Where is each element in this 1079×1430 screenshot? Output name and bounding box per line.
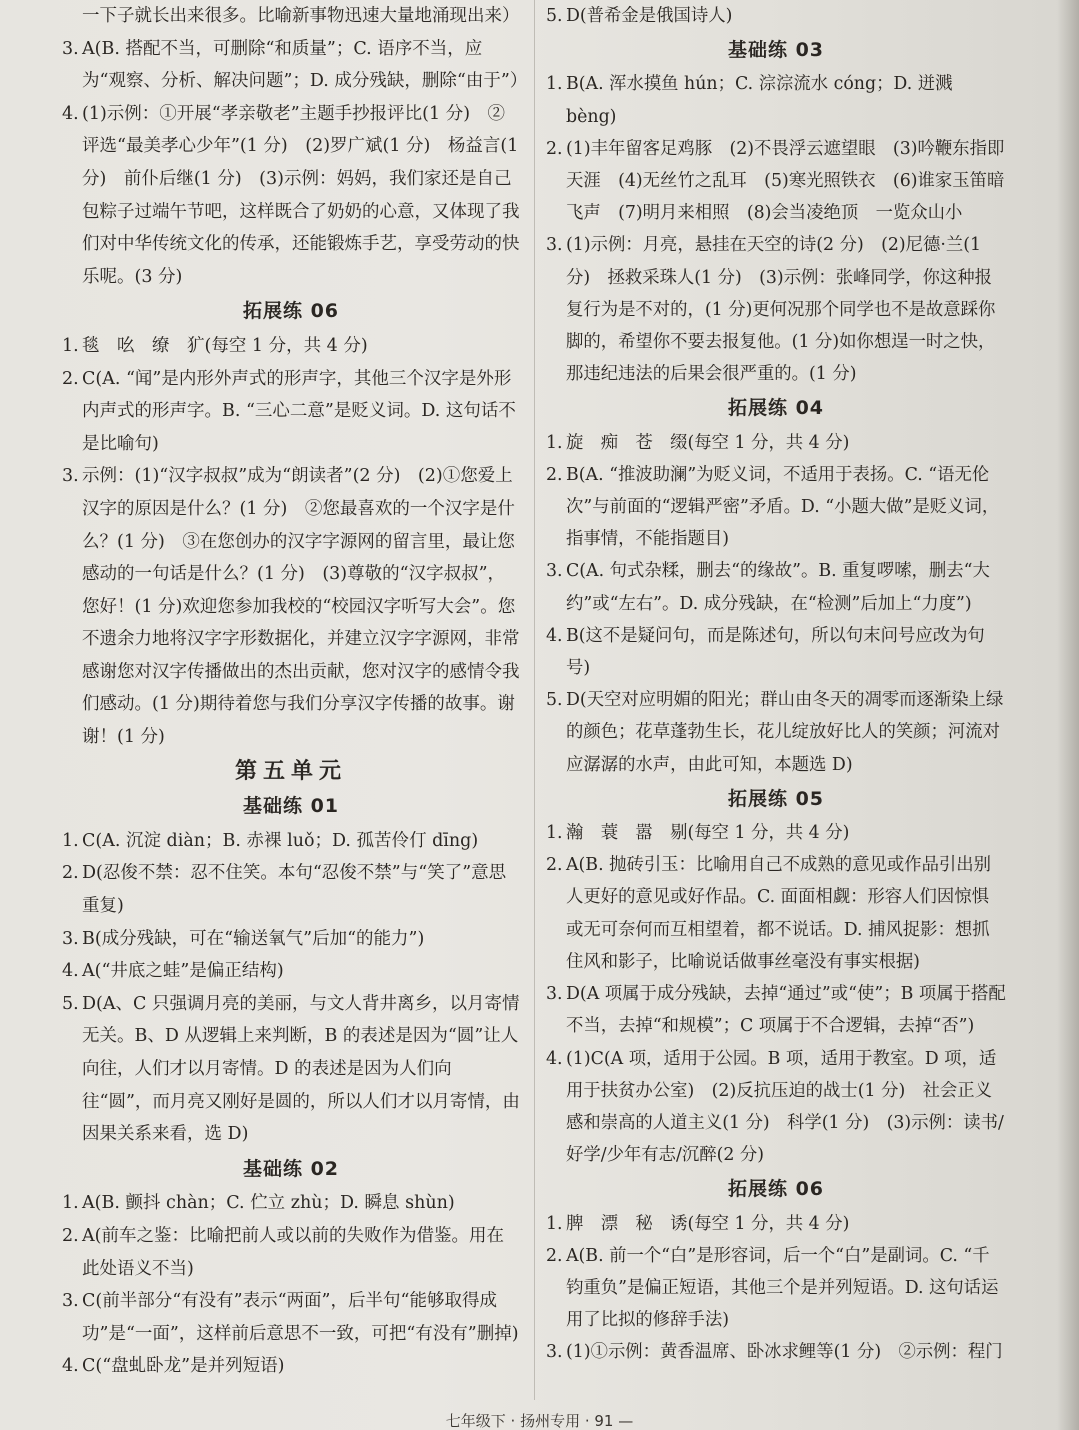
item-number: 3. bbox=[62, 1291, 79, 1312]
item-number: 1. bbox=[546, 1213, 563, 1234]
left-column bbox=[62, 0, 528, 1383]
item-number: 2. bbox=[546, 1245, 563, 1266]
answer-item bbox=[62, 460, 520, 753]
answer-item bbox=[62, 1285, 520, 1350]
section-heading: 基础练 01 bbox=[242, 795, 340, 818]
section-heading: 拓展练 05 bbox=[727, 787, 825, 810]
item-text: D(天空对应明媚的阳光；群山由冬天的凋零而逐渐染上绿的颜色；花草蓬勃生长，花儿绽放好比人的笑颜；河流对应潺潺的水声，由此可知，本题选 D) bbox=[566, 690, 1004, 775]
item-text: (1)示例：①开展“孝亲敬老”主题手抄报评比(1 分) ②评选“最美孝心少年”(1 分) (2)罗广斌(1 分) 杨益言(1 分) 前仆后继(1 分) (3)示例：妈妈，我们家还是自己包粽子过端午节吧，这样既合了奶奶的心意，又体现了我们对中华传统文化的传承，还能锻炼手艺，享受劳动的快乐呢。(3 分) bbox=[82, 103, 520, 287]
answer-item bbox=[546, 229, 1006, 390]
answer-item bbox=[546, 427, 1006, 459]
answer-item bbox=[546, 459, 1006, 556]
item-number: 1. bbox=[62, 335, 79, 356]
item-text: D(普希金是俄国诗人) bbox=[566, 6, 733, 26]
item-text: C(A. “闻”是内形外声式的形声字，其他三个汉字是外形内声式的形声字。B. “三心二意”是贬义词。D. 这句话不是比喻句) bbox=[82, 368, 516, 454]
item-number: 2. bbox=[62, 368, 79, 389]
item-number: 1. bbox=[62, 830, 79, 851]
answer-item bbox=[62, 1220, 520, 1285]
section-heading: 基础练 02 bbox=[242, 1157, 340, 1180]
answer-item bbox=[546, 133, 1006, 230]
item-number: 2. bbox=[62, 863, 79, 884]
item-text: A(前车之鉴：比喻把前人或以前的失败作为借鉴。用在此处语义不当) bbox=[82, 1225, 504, 1279]
column-divider bbox=[534, 0, 535, 1400]
answer-item bbox=[546, 1043, 1006, 1172]
item-number: 1. bbox=[546, 74, 563, 95]
item-number: 3. bbox=[546, 235, 563, 256]
item-text: C(前半部分“有没有”表示“两面”，后半句“能够取得成功”是“一面”，这样前后意思不一致，可把“有没有”删掉) bbox=[82, 1291, 519, 1344]
item-number: 2. bbox=[546, 138, 563, 159]
item-text: D(忍俊不禁：忍不住笑。本句“忍俊不禁”与“笑了”意思重复) bbox=[82, 863, 507, 917]
item-text: 毯 吆 缭 犷(每空 1 分，共 4 分) bbox=[82, 335, 368, 356]
answer-item bbox=[62, 923, 520, 956]
item-number: 4. bbox=[62, 1356, 79, 1377]
continued-text: 一下子就长出来很多。比喻新事物迅速大量地涌现出来） bbox=[82, 6, 520, 26]
item-number: 4. bbox=[62, 103, 79, 124]
answer-item bbox=[62, 1350, 520, 1383]
item-number: 5. bbox=[546, 6, 563, 26]
item-number: 2. bbox=[546, 855, 563, 876]
item-text: A(B. 抛砖引玉：比喻用自己不成熟的意见或作品引出别人更好的意见或好作品。C. 面面相觑：形容人们因惊惧或无可奈何而互相望着，都不说话。D. 捕风捉影：想抓住风和影子，比喻说话做事丝毫没有事实根据) bbox=[566, 855, 992, 972]
item-text: (1)①示例：黄香温席、卧冰求鲤等(1 分) ②示例：程门 bbox=[566, 1342, 1003, 1363]
item-number: 1. bbox=[546, 432, 563, 453]
answer-item bbox=[62, 825, 520, 858]
item-number: 1. bbox=[62, 1193, 79, 1214]
item-text: 瀚 蓑 嚣 剔(每空 1 分，共 4 分) bbox=[566, 823, 850, 844]
item-text: A(B. 搭配不当，可删除“和质量”；C. 语序不当，应为“观察、分析、解决问题”；D. 成分残缺，删除“由于”） bbox=[82, 38, 528, 92]
answer-item bbox=[546, 1336, 1006, 1368]
answer-item bbox=[62, 98, 520, 294]
item-number: 1. bbox=[546, 823, 563, 844]
answer-item bbox=[546, 1240, 1006, 1337]
answer-item bbox=[546, 555, 1006, 619]
answer-item bbox=[62, 988, 520, 1151]
item-text: D(A、C 只强调月亮的美丽，与文人背井离乡，以月寄情无关。B、D 从逻辑上来判断，B 的表述是因为“圆”让人向往，人们才以月寄情。D 的表述是因为人们向往“圆”，而月亮又刚好是圆的，所以人们才以月寄情，由因果关系来看，选 D) bbox=[82, 993, 520, 1145]
page-edge-shadow bbox=[1057, 0, 1079, 1430]
item-number: 4. bbox=[62, 961, 79, 982]
item-number: 2. bbox=[62, 1225, 79, 1246]
answer-item bbox=[62, 1187, 520, 1220]
answer-item bbox=[546, 849, 1006, 978]
item-text: C(A. 沉淀 diàn；B. 赤裸 luǒ；D. 孤苦伶仃 dīng) bbox=[82, 830, 479, 851]
item-text: 示例：(1)“汉字叔叔”成为“朗读者”(2 分) (2)①您爱上汉字的原因是什么？(1 分) ②您最喜欢的一个汉字是什么？(1 分) ③在您创办的汉字字源网的留言里，最让您感动的一句话是什么？(1 分) (3)尊敬的“汉字叔叔”，您好！(1 分)欢迎您参加我校的“校园汉字听写大会”。您不遗余力地将汉字字形数据化，并建立汉字字源网，非常感谢您对汉字传播做出的杰出贡献，您对汉字的感情令我们感动。(1 分)期待着您与我们分享汉字传播的故事。谢谢！(1 分) bbox=[82, 466, 520, 748]
item-number: 4. bbox=[546, 625, 563, 646]
section-heading: 基础练 03 bbox=[727, 39, 825, 62]
page-footer: 七年级下 · 扬州专用 · 91 — bbox=[445, 1412, 634, 1430]
answer-item bbox=[546, 1208, 1006, 1240]
unit-title: 第五单元 bbox=[234, 758, 347, 784]
answer-item bbox=[546, 0, 1006, 32]
answer-item bbox=[62, 857, 520, 922]
item-text: A(B. 前一个“白”是形容词，后一个“白”是副词。C. “千钧重负”是偏正短语，其他三个是并列短语。D. 这句话运用了比拟的修辞手法) bbox=[566, 1245, 999, 1331]
item-text: B(A. “推波助澜”为贬义词，不适用于表扬。C. “语无伦次”与前面的“逻辑严密”矛盾。D. “小题大做”是贬义词，指事情，不能指题目) bbox=[566, 464, 1000, 550]
item-number: 5. bbox=[546, 690, 563, 711]
answer-item bbox=[62, 955, 520, 988]
answer-item bbox=[62, 363, 520, 461]
section-heading: 拓展练 04 bbox=[727, 397, 825, 420]
answer-item bbox=[546, 817, 1006, 849]
answer-item bbox=[546, 620, 1006, 684]
answer-item bbox=[62, 33, 528, 98]
item-number: 3. bbox=[62, 466, 79, 487]
section-heading: 拓展练 06 bbox=[242, 300, 340, 323]
item-number: 3. bbox=[62, 928, 79, 949]
item-text: 旋 痴 苍 缀(每空 1 分，共 4 分) bbox=[566, 432, 850, 453]
item-text: A(“井底之蛙”是偏正结构) bbox=[82, 961, 284, 982]
answer-item bbox=[546, 68, 1006, 132]
item-text: D(A 项属于成分残缺，去掉“通过”或“使”；B 项属于搭配不当，去掉“和规模”；C 项属于不合逻辑，去掉“否”) bbox=[566, 984, 1006, 1037]
item-number: 3. bbox=[546, 984, 563, 1005]
item-number: 3. bbox=[546, 1342, 563, 1363]
item-text: B(成分残缺，可在“输送氧气”后加“的能力”) bbox=[82, 928, 425, 949]
answer-item bbox=[546, 978, 1006, 1042]
answer-item bbox=[62, 330, 520, 363]
item-text: A(B. 颤抖 chàn；C. 伫立 zhù；D. 瞬息 shùn) bbox=[82, 1193, 455, 1214]
item-number: 3. bbox=[62, 38, 79, 59]
item-text: B(这不是疑问句，而是陈述句，所以句末问号应改为句号) bbox=[566, 625, 985, 679]
section-heading: 拓展练 06 bbox=[727, 1178, 825, 1201]
item-number: 2. bbox=[546, 464, 563, 485]
item-text: C(A. 句式杂糅，删去“的缘故”。B. 重复啰嗦，删去“大约”或“左右”。D. 成分残缺，在“检测”后加上“力度”) bbox=[566, 561, 990, 614]
item-number: 4. bbox=[546, 1048, 563, 1069]
item-text: (1)丰年留客足鸡豚 (2)不畏浮云遮望眼 (3)吟鞭东指即天涯 (4)无丝竹之乱耳 (5)寒光照铁衣 (6)谁家玉笛暗飞声 (7)明月来相照 (8)会当凌绝顶 一览众山小 bbox=[566, 138, 1005, 224]
item-text: 脾 漂 秘 诱(每空 1 分，共 4 分) bbox=[566, 1213, 850, 1234]
right-column bbox=[546, 0, 1006, 1369]
item-text: (1)C(A 项，适用于公园。B 项，适用于教室。D 项，适用于扶贫办公室) (2)反抗压迫的战士(1 分) 社会正义感和崇高的人道主义(1 分) 科学(1 分) (3)示例：读书/好学/少年有志/沉醉(2 分) bbox=[566, 1048, 1004, 1166]
answer-item bbox=[546, 684, 1006, 781]
item-text: C(“盘虬卧龙”是并列短语) bbox=[82, 1356, 285, 1377]
item-text: (1)示例：月亮，悬挂在天空的诗(2 分) (2)尼德·兰(1 分) 拯救采珠人(1 分) (3)示例：张峰同学，你这种报复行为是不对的，(1 分)更何况那个同学也不是故意踩你脚的，希望你不要去报复他。(1 分)如你想逞一时之快，那违纪违法的后果会很严重的。(1 分) bbox=[566, 235, 996, 385]
item-text: B(A. 浑水摸鱼 hún；C. 淙淙流水 cóng；D. 迸溅 bèng) bbox=[566, 74, 953, 127]
item-number: 3. bbox=[546, 561, 563, 582]
item-number: 5. bbox=[62, 993, 79, 1014]
